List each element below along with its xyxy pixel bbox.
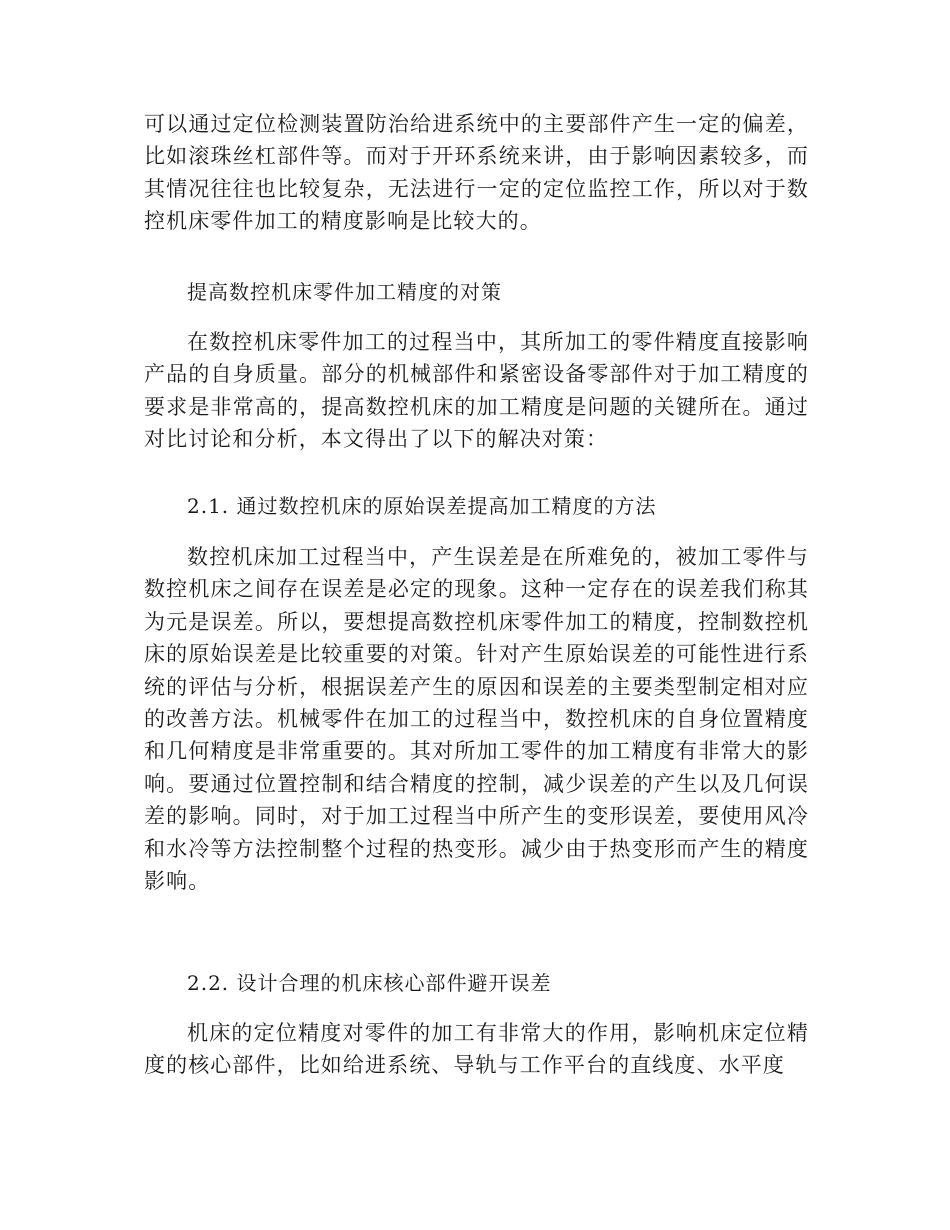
subsection-heading-2-1: 2.1. 通过数控机床的原始误差提高加工精度的方法 — [187, 494, 657, 518]
section-heading-countermeasures: 提高数控机床零件加工精度的对策 — [187, 280, 502, 304]
paragraph-countermeasures-intro: 在数控机床零件加工的过程当中，其所加工的零件精度直接影响产品的自身质量。部分的机械部件和紧密设备零部件对于加工精度的要求是非常高的，提高数控机床的加工精度是问题的关键所在。通过对比讨论和分析，本文得出了以下的解决对策： — [144, 330, 809, 452]
subsection-heading-2-2: 2.2. 设计合理的机床核心部件避开误差 — [187, 971, 552, 995]
paragraph-core-components: 机床的定位精度对零件的加工有非常大的作用，影响机床定位精度的核心部件，比如给进系统、导轨与工作平台的直线度、水平度 — [144, 1021, 809, 1078]
paragraph-original-error: 数控机床加工过程当中，产生误差是在所难免的，被加工零件与数控机床之间存在误差是必定的现象。这种一定存在的误差我们称其为元是误差。所以，要想提高数控机床零件加工的精度，控制数控机床的原始误差是比较重要的对策。针对产生原始误差的可能性进行系统的评估与分析，根据误差产生的原因和误差的主要类型制定相对应的改善方法。机械零件在加工的过程当中，数控机床的自身位置精度和几何精度是非常重要的。其对所加工零件的加工精度有非常大的影响。要通过位置控制和结合精度的控制，减少误差的产生以及几何误差的影响。同时，对于加工过程当中所产生的变形误差，要使用风冷和水冷等方法控制整个过程的热变形。减少由于热变形而产生的精度影响。 — [144, 545, 809, 894]
paragraph-open-loop: 可以通过定位检测装置防治给进系统中的主要部件产生一定的偏差，比如滚珠丝杠部件等。而对于开环系统来讲，由于影响因素较多，而其情况往往也比较复杂，无法进行一定的定位监控工作，所以对于数控机床零件加工的精度影响是比较大的。 — [144, 112, 809, 234]
